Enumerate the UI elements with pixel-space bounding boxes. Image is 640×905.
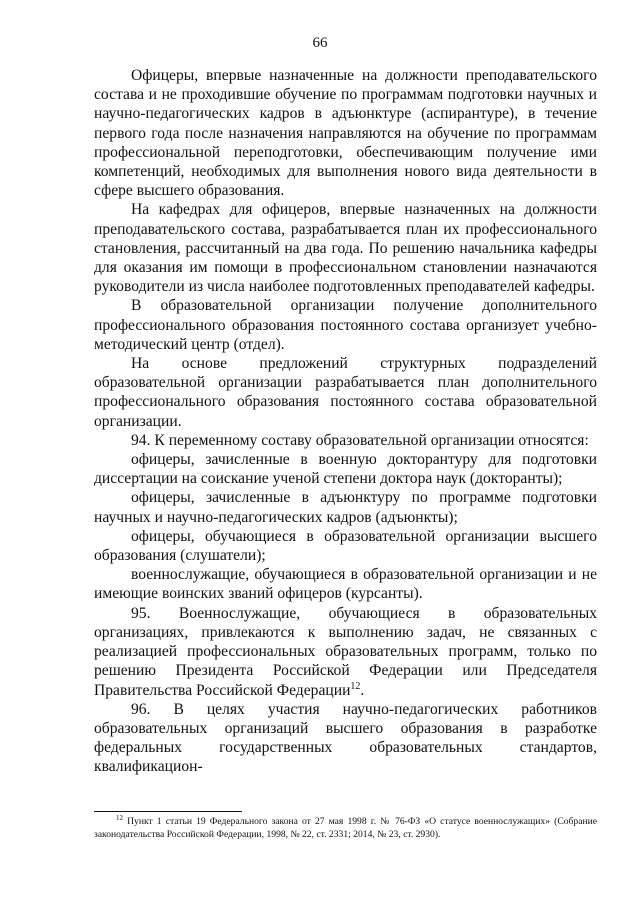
footnote-marker: 12: [116, 813, 123, 822]
footnote-reference: 12: [350, 680, 361, 692]
paragraph-3: В образовательной организации получение дополнительного профессионального образования постоянного состава организует учебно-методический центр (отдел).: [94, 297, 597, 353]
paragraph-1: Офицеры, впервые назначенные на должности преподавательского состава и не проходившие обучение по программам подготовки научных и научно-педагогических кадров в адъюнктуре (аспирантуре), в течение первого года после назначения направляются на обучение по программам профессиональной переподготовки, обеспечивающим получение ими компетенций, необходимых для выполнения нового вида деятельности в сфере высшего образования.: [94, 67, 597, 200]
paragraph-4: На основе предложений структурных подразделений образовательной организации разрабатывается план дополнительного профессионального образования постоянного состава образовательной организации.: [94, 355, 597, 430]
list-item-listeners: офицеры, обучающиеся в образовательной организации высшего образования (слушатели);: [94, 527, 597, 565]
list-item-adjuncts: офицеры, зачисленные в адъюнктуру по программе подготовки научных и научно-педагогических кадров (адъюнкты);: [94, 489, 597, 526]
paragraph-2: На кафедрах для офицеров, впервые назначенных на должности преподавательского состава, разрабатывается план их профессионального становления, рассчитанный на два года. По решению начальника кафедры для оказания им помощи в профессиональном становлении назначаются руководители из числа наиболее подготовленных преподавателей кафедры.: [94, 201, 597, 296]
page-number: 66: [312, 35, 328, 51]
footnote-text: Пункт 1 статьи 19 Федерального закона от 27 мая 1998 г. № 76-ФЗ «О статусе военнослужащих» (Собрание законодательства Российской Федерации, 1998, № 22, ст. 2331; 2014, № 23, ст. 2930).: [94, 816, 597, 840]
footnote-divider: [94, 811, 242, 812]
footnote: [94, 815, 597, 841]
body-text: [94, 66, 597, 777]
paragraph-95-text: 95. Военнослужащие, обучающиеся в образовательных организациях, привлекаются к выполнению задач, не связанных с реализацией профессиональных образовательных программ, только по решению Президента Российской Федерации или Председателя Правительства Российской Федерации: [94, 604, 597, 699]
paragraph-96: 96. В целях участия научно-педагогических работников образовательных организаций высшего образования в разработке федеральных государственных образовательных стандартов, квалификацион-: [94, 700, 597, 776]
paragraph-94: 94. К переменному составу образовательной организации относятся:: [131, 431, 589, 449]
list-item-cadets: военнослужащие, обучающиеся в образовательной организации и не имеющие воинских званий офицеров (курсанты).: [94, 566, 597, 603]
paragraph-95: 95. Военнослужащие, обучающиеся в образовательных организациях, привлекаются к выполнению задач, не связанных с реализацией профессиональных образовательных программ, только по решению Президента Российской Федерации или Председателя Правительства Российской Федерации$^{12}$.: [94, 604, 597, 699]
list-item-doctoral: офицеры, зачисленные в военную докторантуру для подготовки диссертации на соискание ученой степени доктора наук (докторанты);: [94, 451, 597, 488]
